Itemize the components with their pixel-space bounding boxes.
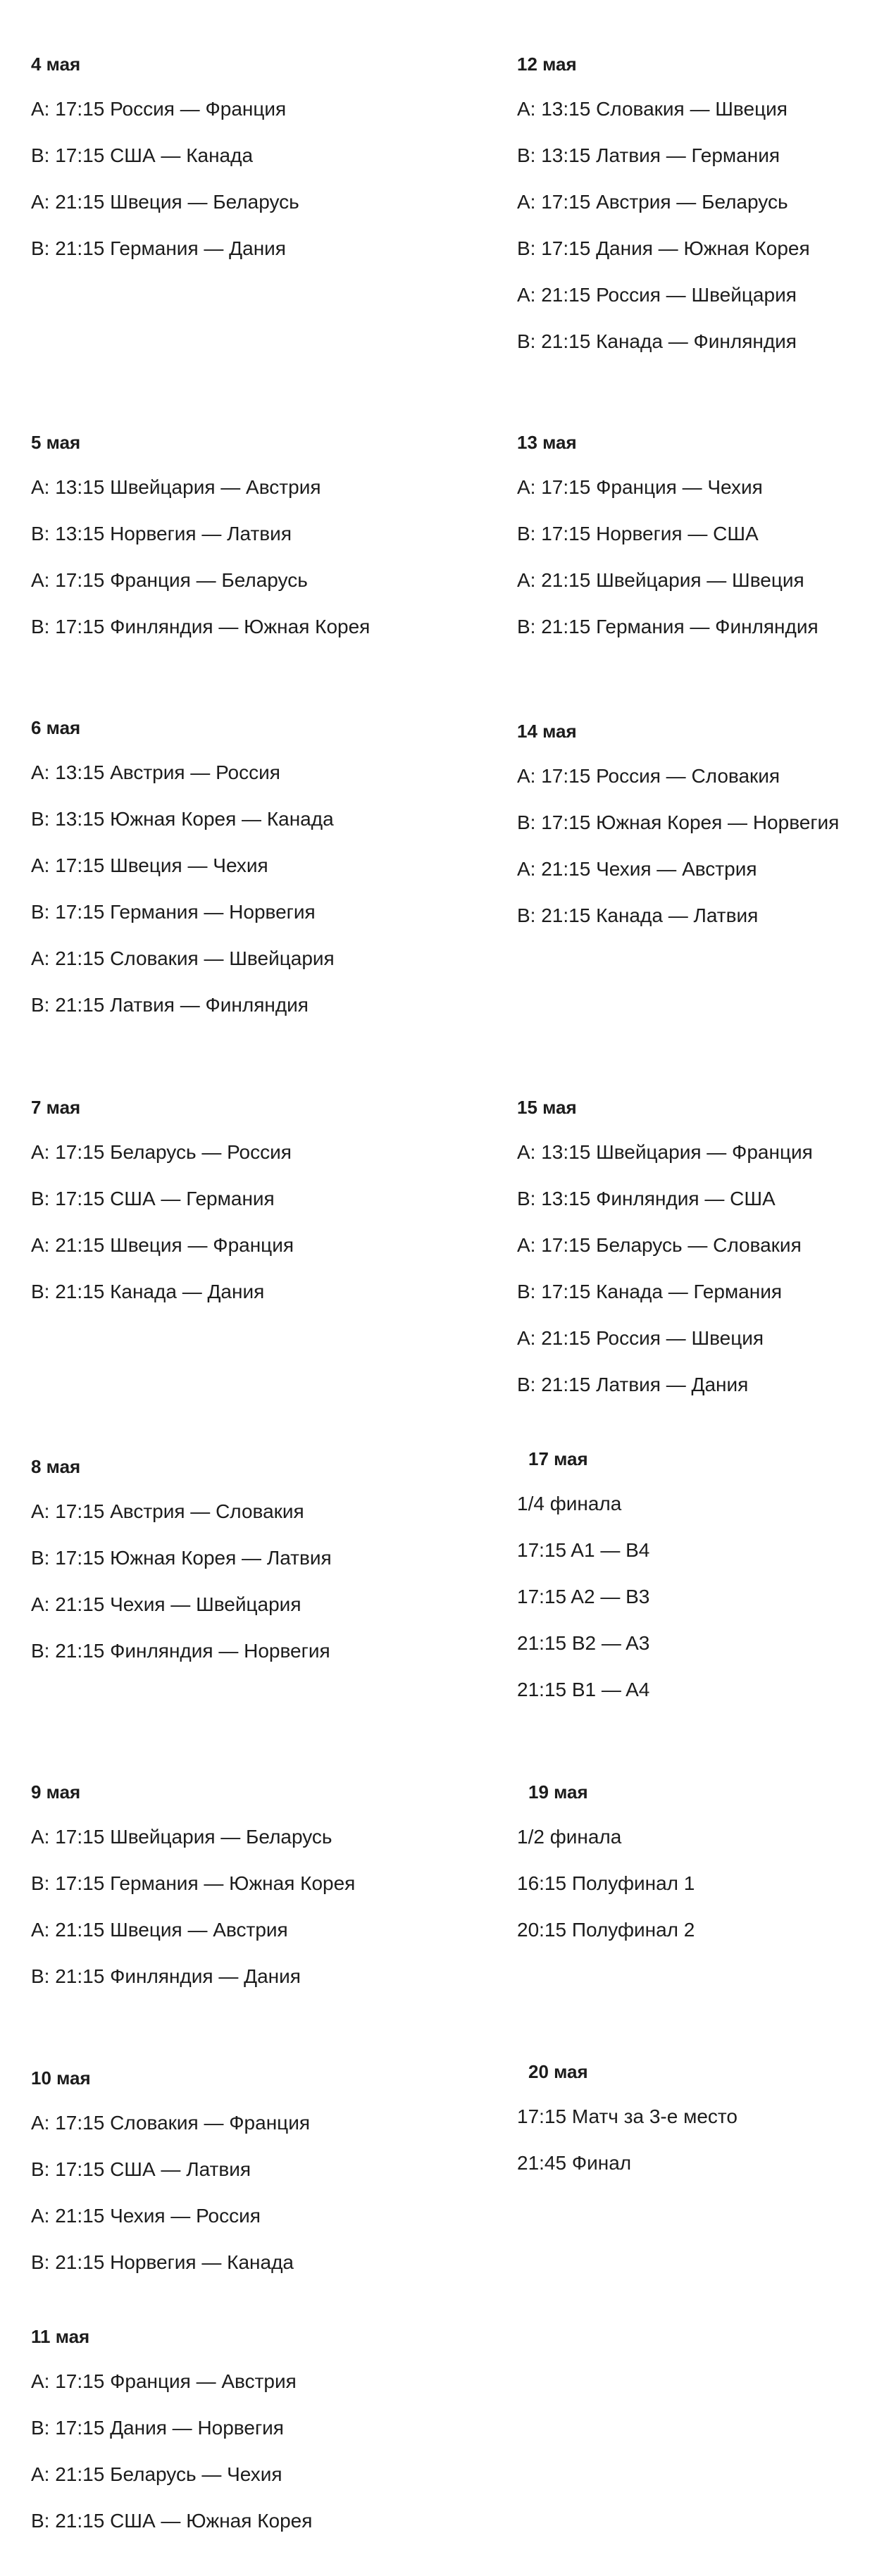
match-line: A: 21:15 Швеция — Беларусь (31, 191, 299, 213)
match-line: B: 21:15 Латвия — Финляндия (31, 994, 309, 1016)
day-date: 19 мая (528, 1781, 588, 1803)
match-line: A: 21:15 Чехия — Швейцария (31, 1593, 301, 1615)
match-line: B: 17:15 Южная Корея — Латвия (31, 1547, 332, 1569)
match-line: 21:15 B2 — A3 (517, 1632, 650, 1654)
match-line: A: 17:15 Беларусь — Россия (31, 1141, 292, 1163)
match-line: B: 17:15 Германия — Норвегия (31, 901, 316, 923)
match-line: B: 21:15 Финляндия — Дания (31, 1965, 301, 1987)
day-block (31, 716, 335, 1018)
match-line: B: 21:15 США — Южная Корея (31, 2510, 313, 2532)
match-line: 17:15 A2 — B3 (517, 1586, 650, 1607)
match-line: B: 13:15 Латвия — Германия (517, 144, 780, 166)
match-line: A: 17:15 Швеция — Чехия (31, 854, 268, 876)
day-date: 17 мая (528, 1448, 588, 1469)
match-line: B: 17:15 Германия — Южная Корея (31, 1872, 356, 1894)
match-line: B: 21:15 Германия — Финляндия (517, 616, 819, 637)
match-line: 17:15 A1 — B4 (517, 1539, 650, 1561)
match-line: 1/4 финала (517, 1493, 622, 1514)
day-date: 12 мая (517, 54, 577, 75)
day-date: 8 мая (31, 1456, 81, 1477)
day-date: 6 мая (31, 717, 81, 738)
day-date: 10 мая (31, 2067, 91, 2089)
match-line: A: 17:15 Франция — Чехия (517, 476, 763, 498)
match-line: A: 21:15 Россия — Швейцария (517, 284, 797, 306)
day-block (517, 1096, 813, 1398)
match-line: 1/2 финала (517, 1826, 622, 1848)
day-block (31, 2325, 312, 2534)
match-line: A: 13:15 Австрия — Россия (31, 761, 280, 783)
day-date: 15 мая (517, 1097, 577, 1118)
match-line: B: 13:15 Южная Корея — Канада (31, 808, 334, 830)
match-line: A: 13:15 Швейцария — Австрия (31, 476, 321, 498)
day-block (517, 2060, 738, 2176)
match-line: B: 17:15 США — Латвия (31, 2158, 251, 2180)
day-date: 11 мая (31, 2326, 90, 2347)
day-block (517, 1781, 695, 1943)
match-line: B: 17:15 США — Германия (31, 1188, 275, 1209)
match-line: B: 21:15 Канада — Латвия (517, 904, 759, 926)
match-line: A: 17:15 Беларусь — Словакия (517, 1234, 802, 1256)
match-line: B: 21:15 Германия — Дания (31, 237, 286, 259)
day-block (517, 1448, 650, 1703)
day-date: 4 мая (31, 54, 81, 75)
match-line: A: 17:15 Россия — Словакия (517, 765, 780, 787)
match-line: A: 21:15 Беларусь — Чехия (31, 2463, 282, 2485)
match-line: A: 17:15 Россия — Франция (31, 98, 287, 120)
match-line: A: 13:15 Швейцария — Франция (517, 1141, 813, 1163)
match-line: B: 21:15 Финляндия — Норвегия (31, 1640, 330, 1662)
day-block (517, 431, 819, 640)
day-block (517, 53, 810, 354)
match-line: A: 17:15 Словакия — Франция (31, 2112, 311, 2134)
match-line: 21:15 B1 — A4 (517, 1679, 650, 1700)
match-line: 21:45 Финал (517, 2152, 632, 2174)
match-line: A: 13:15 Словакия — Швеция (517, 98, 788, 120)
match-line: A: 17:15 Австрия — Словакия (31, 1500, 304, 1522)
match-line: B: 21:15 Канада — Финляндия (517, 330, 797, 352)
match-line: A: 21:15 Чехия — Австрия (517, 858, 757, 880)
match-line: A: 21:15 Словакия — Швейцария (31, 947, 335, 969)
match-line: B: 13:15 Финляндия — США (517, 1188, 776, 1209)
match-line: B: 17:15 Канада — Германия (517, 1281, 782, 1302)
match-line: B: 17:15 Норвегия — США (517, 523, 759, 545)
match-line: B: 17:15 Дания — Южная Корея (517, 237, 810, 259)
match-line: 20:15 Полуфинал 2 (517, 1919, 695, 1941)
match-line: A: 21:15 Швейцария — Швеция (517, 569, 804, 591)
match-line: A: 17:15 Франция — Австрия (31, 2370, 297, 2392)
day-date: 13 мая (517, 432, 577, 453)
day-block (31, 53, 299, 261)
day-block (31, 1455, 332, 1664)
match-line: A: 17:15 Франция — Беларусь (31, 569, 308, 591)
match-line: A: 17:15 Австрия — Беларусь (517, 191, 788, 213)
day-block (31, 1096, 294, 1305)
match-line: B: 17:15 Финляндия — Южная Корея (31, 616, 371, 637)
day-block (31, 2067, 310, 2275)
day-block (31, 1781, 355, 1989)
match-line: A: 21:15 Швеция — Франция (31, 1234, 294, 1256)
match-line: A: 17:15 Швейцария — Беларусь (31, 1826, 332, 1848)
day-block (31, 431, 370, 640)
match-line: A: 21:15 Россия — Швеция (517, 1327, 764, 1349)
day-date: 9 мая (31, 1781, 81, 1803)
match-line: B: 21:15 Латвия — Дания (517, 1374, 749, 1395)
day-date: 5 мая (31, 432, 81, 453)
day-date: 20 мая (528, 2061, 588, 2082)
match-line: B: 17:15 Дания — Норвегия (31, 2417, 284, 2439)
match-line: B: 21:15 Канада — Дания (31, 1281, 265, 1302)
match-line: B: 17:15 США — Канада (31, 144, 254, 166)
match-line: B: 21:15 Норвегия — Канада (31, 2251, 294, 2273)
day-block (517, 720, 839, 928)
match-line: A: 21:15 Чехия — Россия (31, 2205, 261, 2227)
match-line: B: 17:15 Южная Корея — Норвегия (517, 811, 840, 833)
match-line: 17:15 Матч за 3-е место (517, 2105, 738, 2127)
day-date: 14 мая (517, 721, 577, 742)
match-line: A: 21:15 Швеция — Австрия (31, 1919, 288, 1941)
day-date: 7 мая (31, 1097, 81, 1118)
match-line: B: 13:15 Норвегия — Латвия (31, 523, 292, 545)
match-line: 16:15 Полуфинал 1 (517, 1872, 695, 1894)
